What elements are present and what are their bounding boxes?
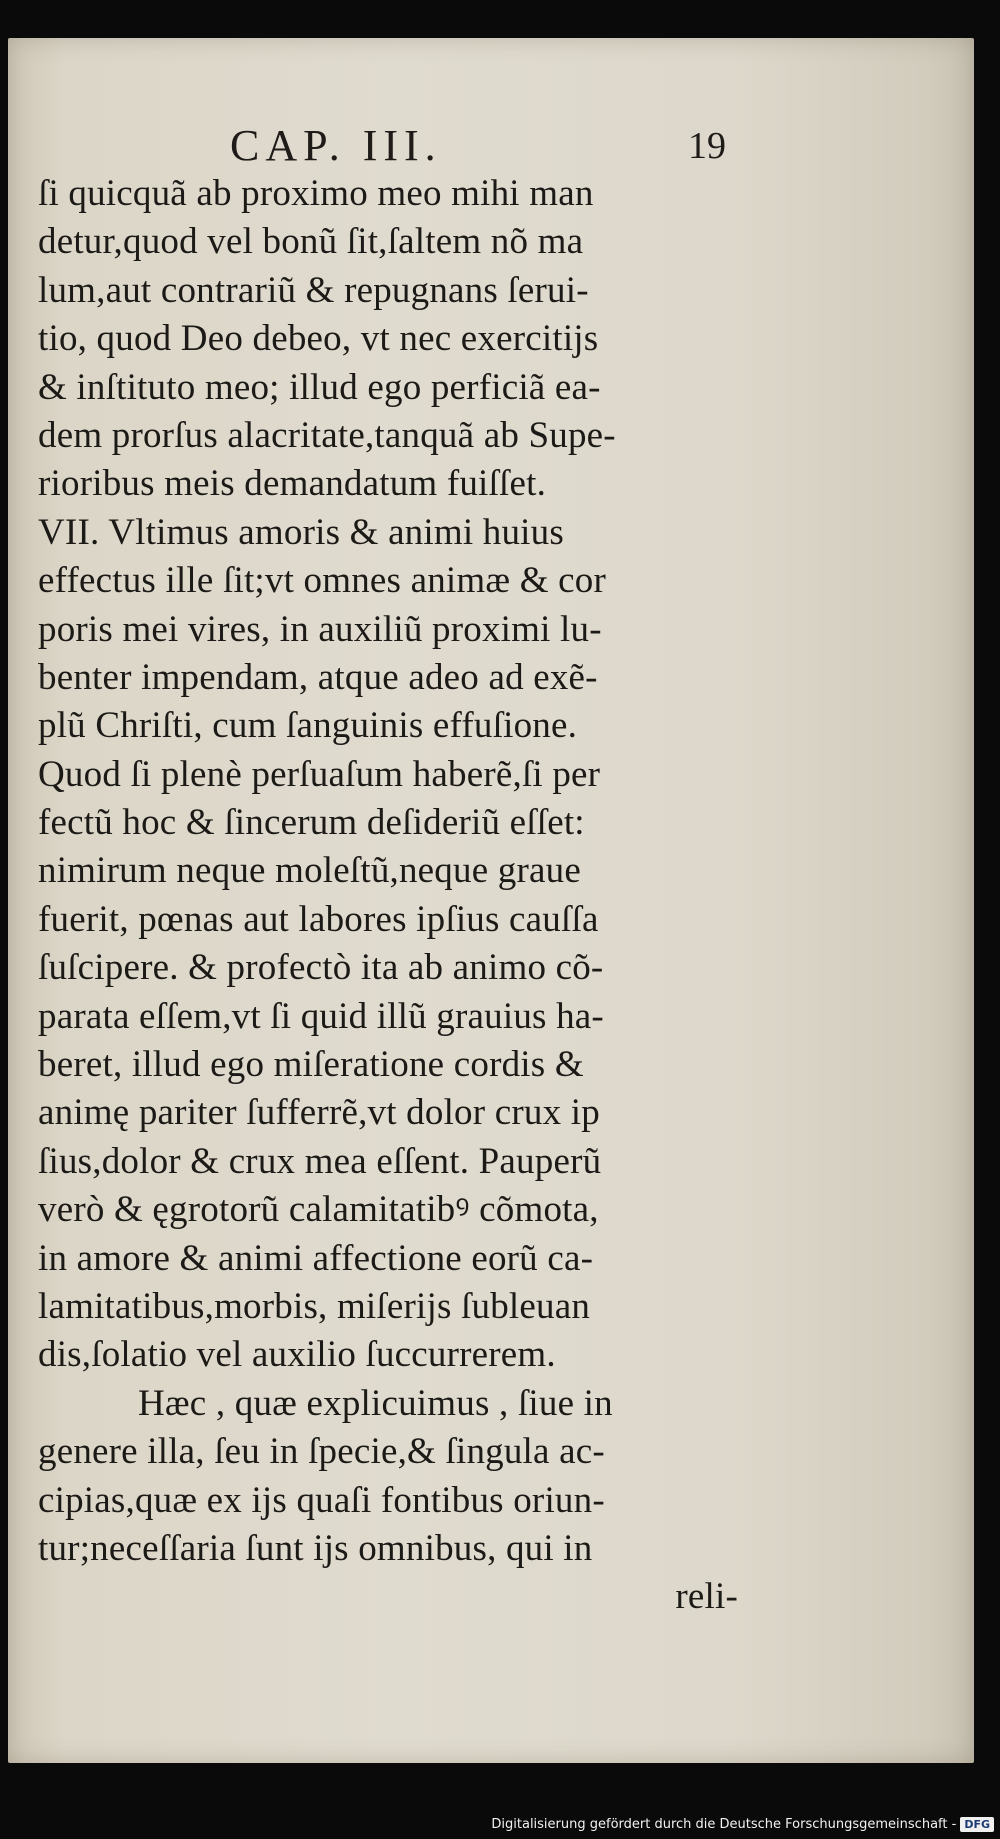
text-line: tio, quod Deo debeo, vt nec exercitijs (38, 318, 599, 360)
catchword: reli- (675, 1576, 738, 1618)
text-line: effectus ille ſit;vt omnes animæ & cor (38, 560, 606, 602)
text-line: lamitatibus,morbis, miſerijs ſubleuan (38, 1285, 591, 1327)
text-line: detur,quod vel bonũ ſit,ſaltem nõ ma (38, 221, 584, 263)
text-line: dem prorſus alacritate,tanquã ab Supe- (38, 414, 616, 456)
digitization-credit (491, 1813, 994, 1835)
text-line: beret, illud ego miſeratione cordis & (38, 1044, 584, 1086)
text-line: ſuſcipere. & profectò ita ab animo cõ- (38, 947, 604, 989)
text-line: genere illa, ſeu in ſpecie,& ſingula ac- (38, 1431, 605, 1473)
chapter-heading: CAP. III. (230, 121, 442, 170)
credit-text: Digitalisierung gefördert durch die Deutsche Forschungsgemeinschaft - (491, 1816, 957, 1832)
text-line: tur;neceſſaria ſunt ijs omnibus, qui in (38, 1527, 593, 1569)
text-line: plũ Chriſti, cum ſanguinis effuſione. (38, 705, 578, 747)
text-line: in amore & animi affectione eorũ ca- (38, 1237, 594, 1279)
text-line: animę pariter ſufferrẽ,vt dolor crux ip (38, 1092, 600, 1134)
dfg-logo-icon: DFG (960, 1817, 994, 1832)
text-line: poris mei vires, in auxiliũ proximi lu- (38, 608, 602, 650)
text-line: lum,aut contrariũ & repugnans ſerui- (38, 269, 589, 311)
text-line: cipias,quæ ex ijs quaſi fontibus oriun- (38, 1479, 605, 1521)
text-line: ſius,dolor & crux mea eſſent. Pauperũ (38, 1140, 602, 1182)
text-line: parata eſſem,vt ſi quid illũ grauius ha- (38, 995, 604, 1037)
text-line: nimirum neque moleſtũ,neque graue (38, 850, 581, 892)
text-line: Quod ſi plenè perſuaſum haberẽ,ſi per (38, 753, 601, 795)
text-line: fuerit, pœnas aut labores ipſius cauſſa (38, 898, 599, 940)
text-line: Hæc , quæ explicuimus , ſiue in (138, 1382, 613, 1424)
text-line: ſi quicquã ab proximo meo mihi man (38, 173, 594, 214)
text-line: benter impendam, atque adeo ad exẽ- (38, 656, 598, 698)
text-line: fectũ hoc & ſincerum deſideriũ eſſet: (38, 802, 585, 844)
text-line: verò & ęgrotorũ calamitatibꝰ cõmota, (38, 1189, 599, 1231)
text-line: & inſtituto meo; illud ego perficiã ea- (38, 366, 601, 408)
running-head (0, 120, 1000, 170)
page-number: 19 (688, 125, 726, 167)
text-line: rioribus meis demandatum fuiſſet. (38, 463, 547, 505)
body-text (38, 170, 738, 1622)
text-line: dis,ſolatio vel auxilio ſuccurrerem. (38, 1334, 556, 1376)
text-line: VII. Vltimus amoris & animi huius (38, 511, 564, 553)
